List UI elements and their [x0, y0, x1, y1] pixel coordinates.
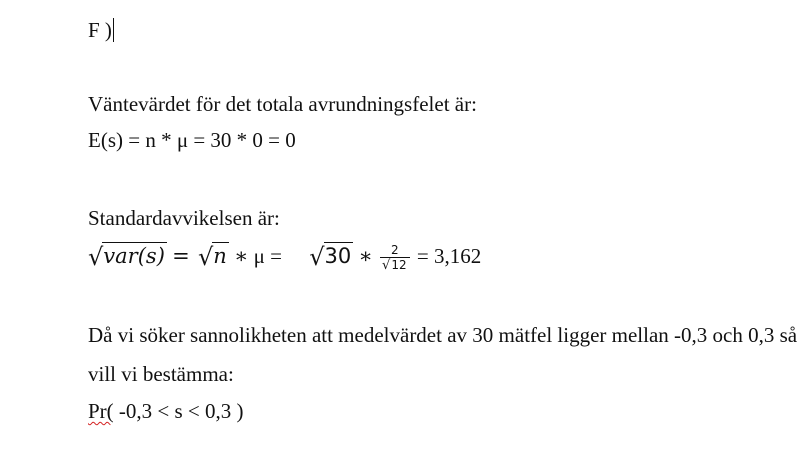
conclusion-line-2: vill vi bestämma: [88, 362, 234, 386]
expected-value-intro: Väntevärdet för det totala avrundningsfelet är: [88, 92, 477, 116]
radical-sign: √ [309, 243, 325, 271]
equals-sign: = [172, 244, 190, 268]
fraction-numerator: 2 [391, 243, 399, 258]
radical-sign: √ [198, 243, 214, 271]
std-formula [88, 242, 481, 273]
var-arg: var(s) [103, 244, 165, 268]
heading-f [88, 17, 114, 43]
mu-symbol: μ [253, 244, 265, 268]
expected-value-formula: E(s) = n * μ = 30 * 0 = 0 [88, 128, 296, 152]
sqrt-n [198, 242, 229, 270]
times-sign: ∗ [234, 244, 249, 268]
radical-sign: √ [382, 258, 391, 274]
n-arg: n [213, 244, 227, 268]
conclusion-line-1: Då vi söker sannolikheten att medelvärdet av 30 mätfel ligger mellan -0,3 och 0,3 så [88, 323, 798, 347]
equals-sign-2: = [270, 244, 282, 268]
fraction-denominator [380, 257, 410, 273]
sqrt-var [88, 242, 167, 270]
times-sign-2: ∗ [358, 244, 373, 268]
std-intro: Standardavvikelsen är: [88, 206, 280, 230]
radical-sign: √ [88, 243, 104, 271]
thirty-arg: 30 [324, 244, 352, 268]
probability-rest: -0,3 < s < 0,3 ) [113, 399, 244, 423]
result-value: = 3,162 [416, 244, 482, 268]
fraction [380, 243, 410, 273]
spellcheck-flagged-word: Pr( [88, 399, 114, 423]
sqrt-thirty [309, 242, 353, 270]
text-cursor [113, 18, 114, 42]
probability-expression [88, 398, 244, 424]
heading-text: F ) [88, 18, 112, 42]
fraction-den-value: 12 [391, 258, 407, 273]
